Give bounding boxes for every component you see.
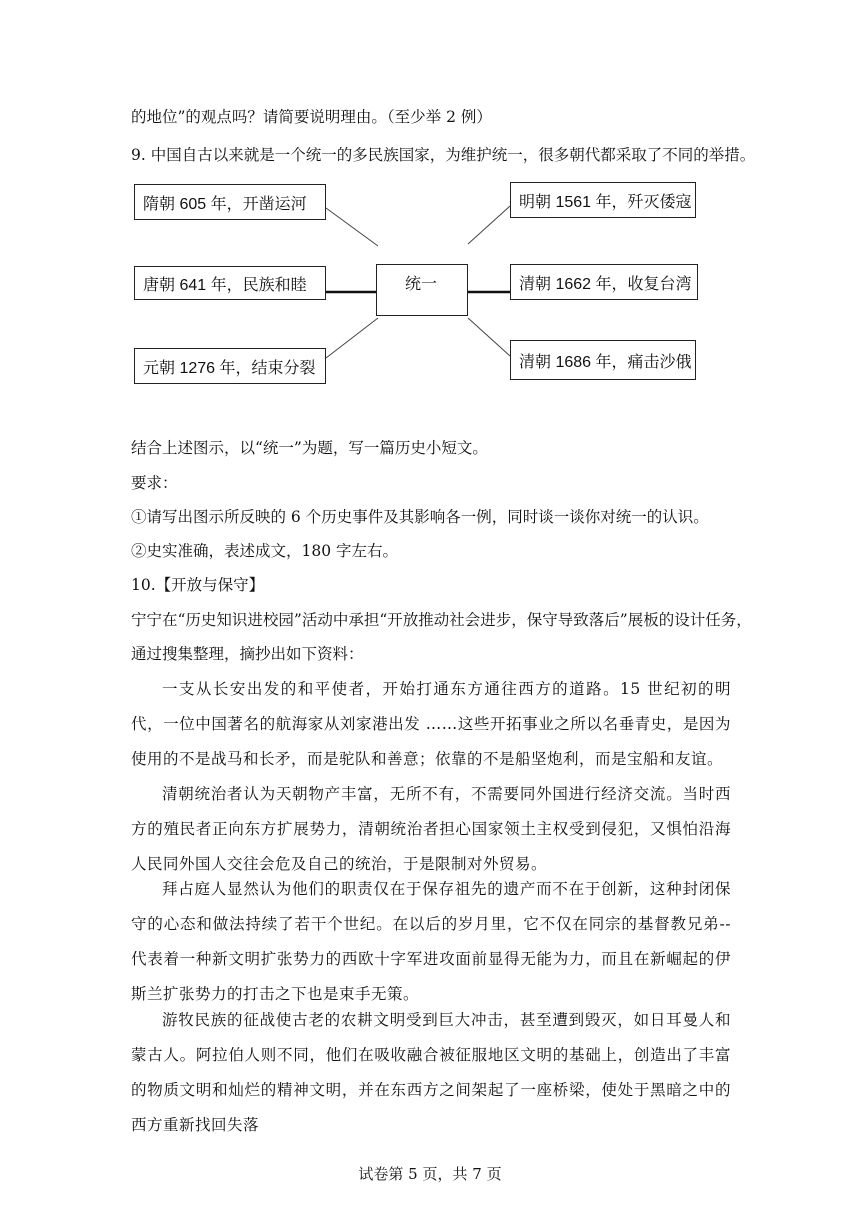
- box-tang: 唐朝 641 年，民族和睦: [134, 266, 326, 300]
- requirement-2: ②史实准确，表述成文，180 字左右。: [131, 542, 399, 560]
- page-footer: 试卷第 5 页，共 7 页: [358, 1165, 502, 1183]
- question-10-stem-1: 宁宁在“历史知识进校园”活动中承担“开放推动社会进步，保守导致落后”展板的设计任务，: [131, 611, 752, 629]
- question-10-title: 10.【开放与保守】: [131, 576, 265, 594]
- connector-ming: [468, 206, 510, 244]
- material-paragraph-3: 拜占庭人显然认为他们的职责仅在于保存祖先的遗产而不在于创新，这种封闭保守的心态和做法持续了若干个世纪。在以后的岁月里，它不仅在同宗的基督教兄弟--代表着一种新文明扩张势力的西欧十字军进攻面前显得无能为力，而且在新崛起的伊斯兰扩张势力的打击之下也是束手无策。: [131, 880, 731, 1003]
- connector-yuan: [326, 318, 378, 358]
- box-qing-taiwan: 清朝 1662 年，收复台湾: [510, 264, 698, 300]
- box-yuan: 元朝 1276 年，结束分裂: [134, 348, 326, 384]
- essay-prompt: 结合上述图示，以“统一”为题，写一篇历史小短文。: [131, 439, 488, 457]
- connector-sui: [326, 208, 378, 246]
- material-paragraph-2: 清朝统治者认为天朝物产丰富，无所不有，不需要同外国进行经济交流。当时西方的殖民者正向东方扩展势力，清朝统治者担心国家领土主权受到侵犯，又惧怕沿海人民同外国人交往会危及自己的统治，于是限制对外贸易。: [131, 785, 731, 873]
- material-paragraph-4: 游牧民族的征战使古老的农耕文明受到巨大冲击，甚至遭到毁灭，如日耳曼人和蒙古人。阿拉伯人则不同，他们在吸收融合被征服地区文明的基础上，创造出了丰富的物质文明和灿烂的精神文明，并在东西方之间架起了一座桥梁，使处于黑暗之中的西方重新找回失落: [131, 1011, 731, 1134]
- question-9-stem: 9. 中国自古以来就是一个统一的多民族国家，为维护统一，很多朝代都采取了不同的举措。: [131, 146, 756, 164]
- box-unification: 统一: [376, 264, 468, 316]
- box-qing-russia: 清朝 1686 年，痛击沙俄: [510, 340, 696, 380]
- requirement-1: ①请写出图示所反映的 6 个历史事件及其影响各一例，同时谈一谈你对统一的认识。: [131, 508, 709, 526]
- question-10-stem-2: 通过搜集整理，摘抄出如下资料：: [131, 645, 364, 663]
- unification-diagram: [128, 170, 708, 400]
- requirements-label: 要求：: [131, 474, 178, 492]
- connector-qing-russia: [468, 318, 510, 356]
- material-paragraph-1: 一支从长安出发的和平使者，开始打通东方通往西方的道路。15 世纪初的明代，一位中国著名的航海家从刘家港出发 ……这些开拓事业之所以名垂青史，是因为使用的不是战马和长矛，而是驼队和善意；依靠的不是船坚炮利，而是宝船和友谊。: [131, 680, 731, 768]
- question-8-tail: 的地位”的观点吗？请简要说明理由。（至少举 2 例）: [131, 108, 492, 126]
- box-ming: 明朝 1561 年，歼灭倭寇: [510, 182, 696, 218]
- box-sui: 隋朝 605 年，开凿运河: [134, 184, 326, 220]
